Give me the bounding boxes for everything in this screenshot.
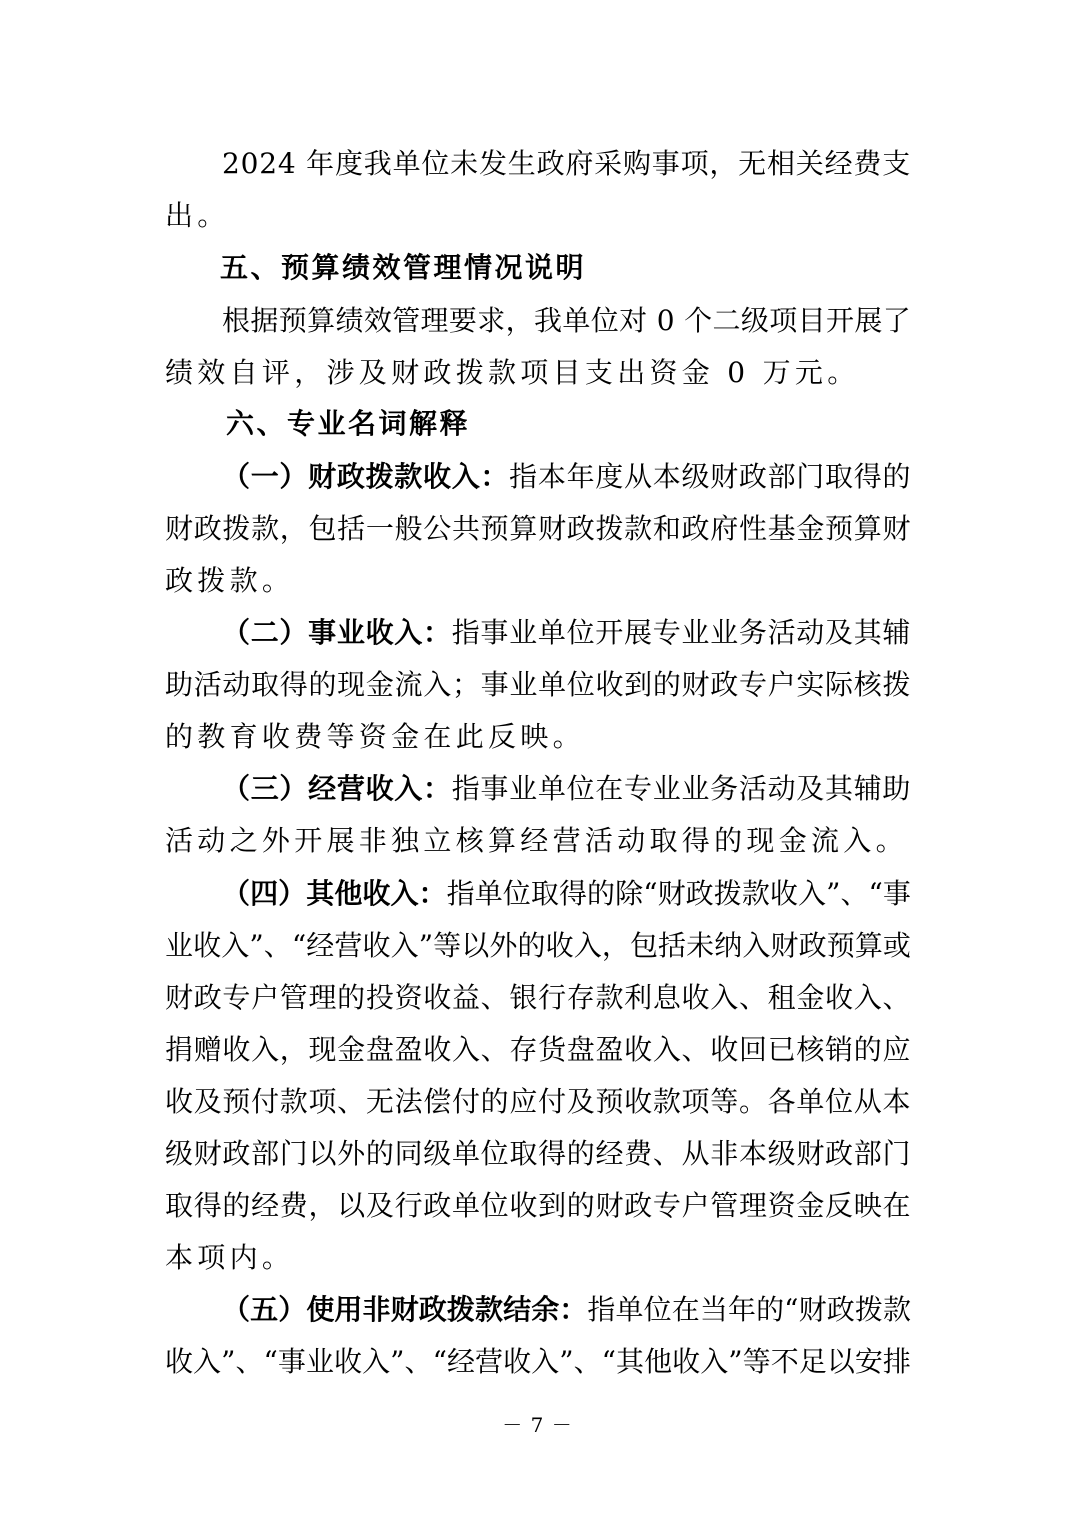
page-number: － 7 － [502, 1413, 573, 1437]
paragraph-line: 级财政部门以外的同级单位取得的经费、从非本级财政部门 [165, 1137, 911, 1170]
paragraph-line: 本项内。 [165, 1241, 295, 1274]
paragraph-line: 业收入”、“经营收入”等以外的收入，包括未纳入财政预算或 [165, 929, 911, 962]
paragraph-line: 2024 年度我单位未发生政府采购事项，无相关经费支 [222, 147, 911, 180]
definition-first-line [222, 771, 911, 807]
paragraph-line: 取得的经费，以及行政单位收到的财政专户管理资金反映在 [165, 1189, 911, 1222]
definition-text: 指单位取得的除“财政拨款收入”、“事 [446, 877, 911, 910]
definition-term: （四）其他收入： [222, 877, 447, 910]
definition-text: 指本年度从本级财政部门取得的 [509, 460, 911, 493]
definition-text: 指事业单位开展专业业务活动及其辅 [451, 616, 911, 649]
definition-text: 指单位在当年的“财政拨款 [587, 1293, 911, 1326]
paragraph-line: 财政专户管理的投资收益、银行存款利息收入、租金收入、 [165, 981, 911, 1014]
paragraph-line: 政拨款。 [165, 564, 295, 597]
definition-term: （三）经营收入： [222, 772, 452, 805]
paragraph-line: 出。 [165, 199, 230, 232]
paragraph-line: 的教育收费等资金在此反映。 [165, 720, 585, 753]
paragraph-line: 助活动取得的现金流入；事业单位收到的财政专户实际核拨 [165, 668, 911, 701]
paragraph-line: 活动之外开展非独立核算经营活动取得的现金流入。 [165, 824, 908, 857]
paragraph-line: 财政拨款，包括一般公共预算财政拨款和政府性基金预算财 [165, 512, 911, 545]
paragraph-line: 绩效自评，涉及财政拨款项目支出资金 0 万元。 [165, 356, 860, 389]
definition-first-line [222, 1292, 911, 1328]
definition-text: 指事业单位在专业业务活动及其辅助 [451, 772, 911, 805]
section-heading-six: 六、专业名词解释 [226, 407, 471, 440]
definition-term: （二）事业收入： [222, 616, 452, 649]
definition-first-line [222, 459, 911, 495]
definition-first-line [222, 876, 911, 912]
definition-first-line [222, 615, 911, 651]
paragraph-line: 收及预付款项、无法偿付的应付及预收款项等。各单位从本 [165, 1085, 911, 1118]
paragraph-line: 捐赠收入，现金盘盈收入、存货盘盈收入、收回已核销的应 [165, 1033, 911, 1066]
paragraph-line: 根据预算绩效管理要求，我单位对 0 个二级项目开展了 [222, 304, 911, 337]
definition-term: （一）财政拨款收入： [222, 460, 510, 493]
definition-term: （五）使用非财政拨款结余： [222, 1293, 588, 1326]
paragraph-line: 收入”、“事业收入”、“经营收入”、“其他收入”等不足以安排 [165, 1345, 911, 1378]
section-heading-five: 五、预算绩效管理情况说明 [220, 251, 587, 284]
